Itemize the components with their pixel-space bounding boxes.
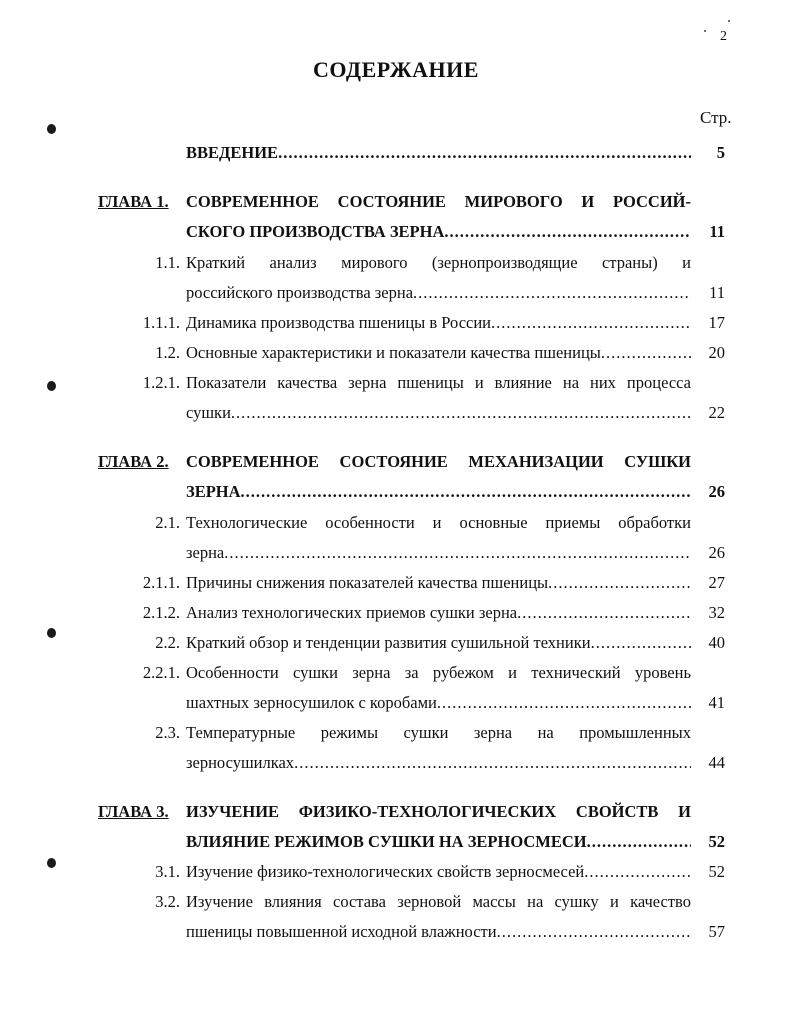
chapter-label: ГЛАВА 2. — [98, 452, 169, 471]
section-number: 1.2. — [155, 343, 180, 362]
punch-hole-mark — [47, 858, 56, 868]
chapter-title-text: ЗЕРНА — [186, 482, 241, 501]
toc-page-number: 26 — [708, 543, 725, 562]
section-number: 3.2. — [155, 892, 180, 911]
section-title-text: Изучение физико-технологических свойств зерносмесей — [186, 862, 585, 881]
chapter-title-line: СОВРЕМЕННОЕ СОСТОЯНИЕ МИРОВОГО И РОССИЙ- — [186, 192, 691, 211]
section-title-text: зерносушилках — [186, 753, 295, 772]
chapter-title-line: СОВРЕМЕННОЕ СОСТОЯНИЕ МЕХАНИЗАЦИИ СУШКИ — [186, 452, 691, 471]
chapter-title-line — [186, 222, 691, 244]
scan-speck — [728, 20, 730, 22]
section-number: 1.1. — [155, 253, 180, 272]
section-number: 2.2.1. — [142, 663, 180, 682]
section-title-text: Динамика производства пшеницы в России — [186, 313, 492, 332]
toc-entry-intro — [186, 143, 691, 165]
toc-page-number: 26 — [708, 482, 725, 501]
section-title-line: Особенности сушки зерна за рубежом и технический уровень — [186, 663, 691, 682]
section-title-text: Причины снижения показателей качества пшеницы — [186, 573, 549, 592]
section-title-line: Краткий анализ мирового (зернопроизводящие страны) и — [186, 253, 691, 272]
page-title: СОДЕРЖАНИЕ — [313, 57, 479, 82]
section-title-line — [186, 633, 691, 655]
section-title-text: пшеницы повышенной исходной влажности — [186, 922, 497, 941]
toc-page-number: 44 — [708, 753, 725, 772]
chapter-label: ГЛАВА 3. — [98, 802, 169, 821]
section-title-text: российского производства зерна — [186, 283, 414, 302]
chapter-title-line — [186, 832, 691, 854]
section-title-line: Изучение влияния состава зерновой массы на сушку и качество — [186, 892, 691, 911]
chapter-title-text: СКОГО ПРОИЗВОДСТВА ЗЕРНА — [186, 222, 445, 241]
toc-page-number: 32 — [708, 603, 725, 622]
toc-page-number: 40 — [708, 633, 725, 652]
chapter-label: ГЛАВА 1. — [98, 192, 169, 211]
toc-page-number: 52 — [708, 832, 725, 851]
toc-page-number: 52 — [708, 862, 725, 881]
section-title-line — [186, 343, 691, 365]
section-title-text: Основные характеристики и показатели качества пшеницы — [186, 343, 601, 362]
section-title-line — [186, 922, 691, 944]
section-number: 2.1.1. — [142, 573, 180, 592]
section-number: 2.1.2. — [142, 603, 180, 622]
section-number: 2.2. — [155, 633, 180, 652]
punch-hole-mark — [47, 381, 56, 391]
section-title-text: сушки — [186, 403, 231, 422]
section-title-line — [186, 693, 691, 715]
page-column-label: Стр. — [700, 108, 732, 127]
page-number: 2 — [720, 29, 727, 44]
section-title-line — [186, 573, 691, 595]
chapter-title-text: ВЛИЯНИЕ РЕЖИМОВ СУШКИ НА ЗЕРНОСМЕСИ — [186, 832, 587, 851]
section-title-line — [186, 543, 691, 565]
punch-hole-mark — [47, 124, 56, 134]
punch-hole-mark — [47, 628, 56, 638]
section-title-line: Температурные режимы сушки зерна на промышленных — [186, 723, 691, 742]
section-number: 1.1.1. — [142, 313, 180, 332]
toc-page-number: 20 — [708, 343, 725, 362]
section-number: 2.3. — [155, 723, 180, 742]
section-number: 3.1. — [155, 862, 180, 881]
section-title-text: зерна — [186, 543, 225, 562]
chapter-title-line — [186, 482, 691, 504]
section-title-line — [186, 603, 691, 625]
toc-page-number: 5 — [716, 143, 725, 162]
section-title-line — [186, 403, 691, 425]
chapter-title-line: ИЗУЧЕНИЕ ФИЗИКО-ТЕХНОЛОГИЧЕСКИХ СВОЙСТВ И — [186, 802, 691, 821]
section-title-line — [186, 313, 691, 335]
section-title-line — [186, 862, 691, 884]
toc-page-number: 27 — [708, 573, 725, 592]
section-title-text: Анализ технологических приемов сушки зерна — [186, 603, 518, 622]
section-number: 2.1. — [155, 513, 180, 532]
section-title-line: Технологические особенности и основные приемы обработки — [186, 513, 691, 532]
section-title-text: Краткий обзор и тенденции развития сушильной техники — [186, 633, 591, 652]
toc-page-number: 11 — [709, 222, 725, 241]
toc-page-number: 57 — [708, 922, 725, 941]
section-title-line — [186, 753, 691, 775]
section-title-line — [186, 283, 691, 305]
toc-page-number: 22 — [708, 403, 725, 422]
toc-page-number: 17 — [708, 313, 725, 332]
section-title-line: Показатели качества зерна пшеницы и влияние на них процесса — [186, 373, 691, 392]
section-title-text: шахтных зерносушилок с коробами — [186, 693, 437, 712]
toc-entry-title: ВВЕДЕНИЕ — [186, 143, 279, 162]
scan-speck — [704, 30, 706, 32]
toc-page-number: 41 — [708, 693, 725, 712]
section-number: 1.2.1. — [142, 373, 180, 392]
toc-page-number: 11 — [709, 283, 725, 302]
